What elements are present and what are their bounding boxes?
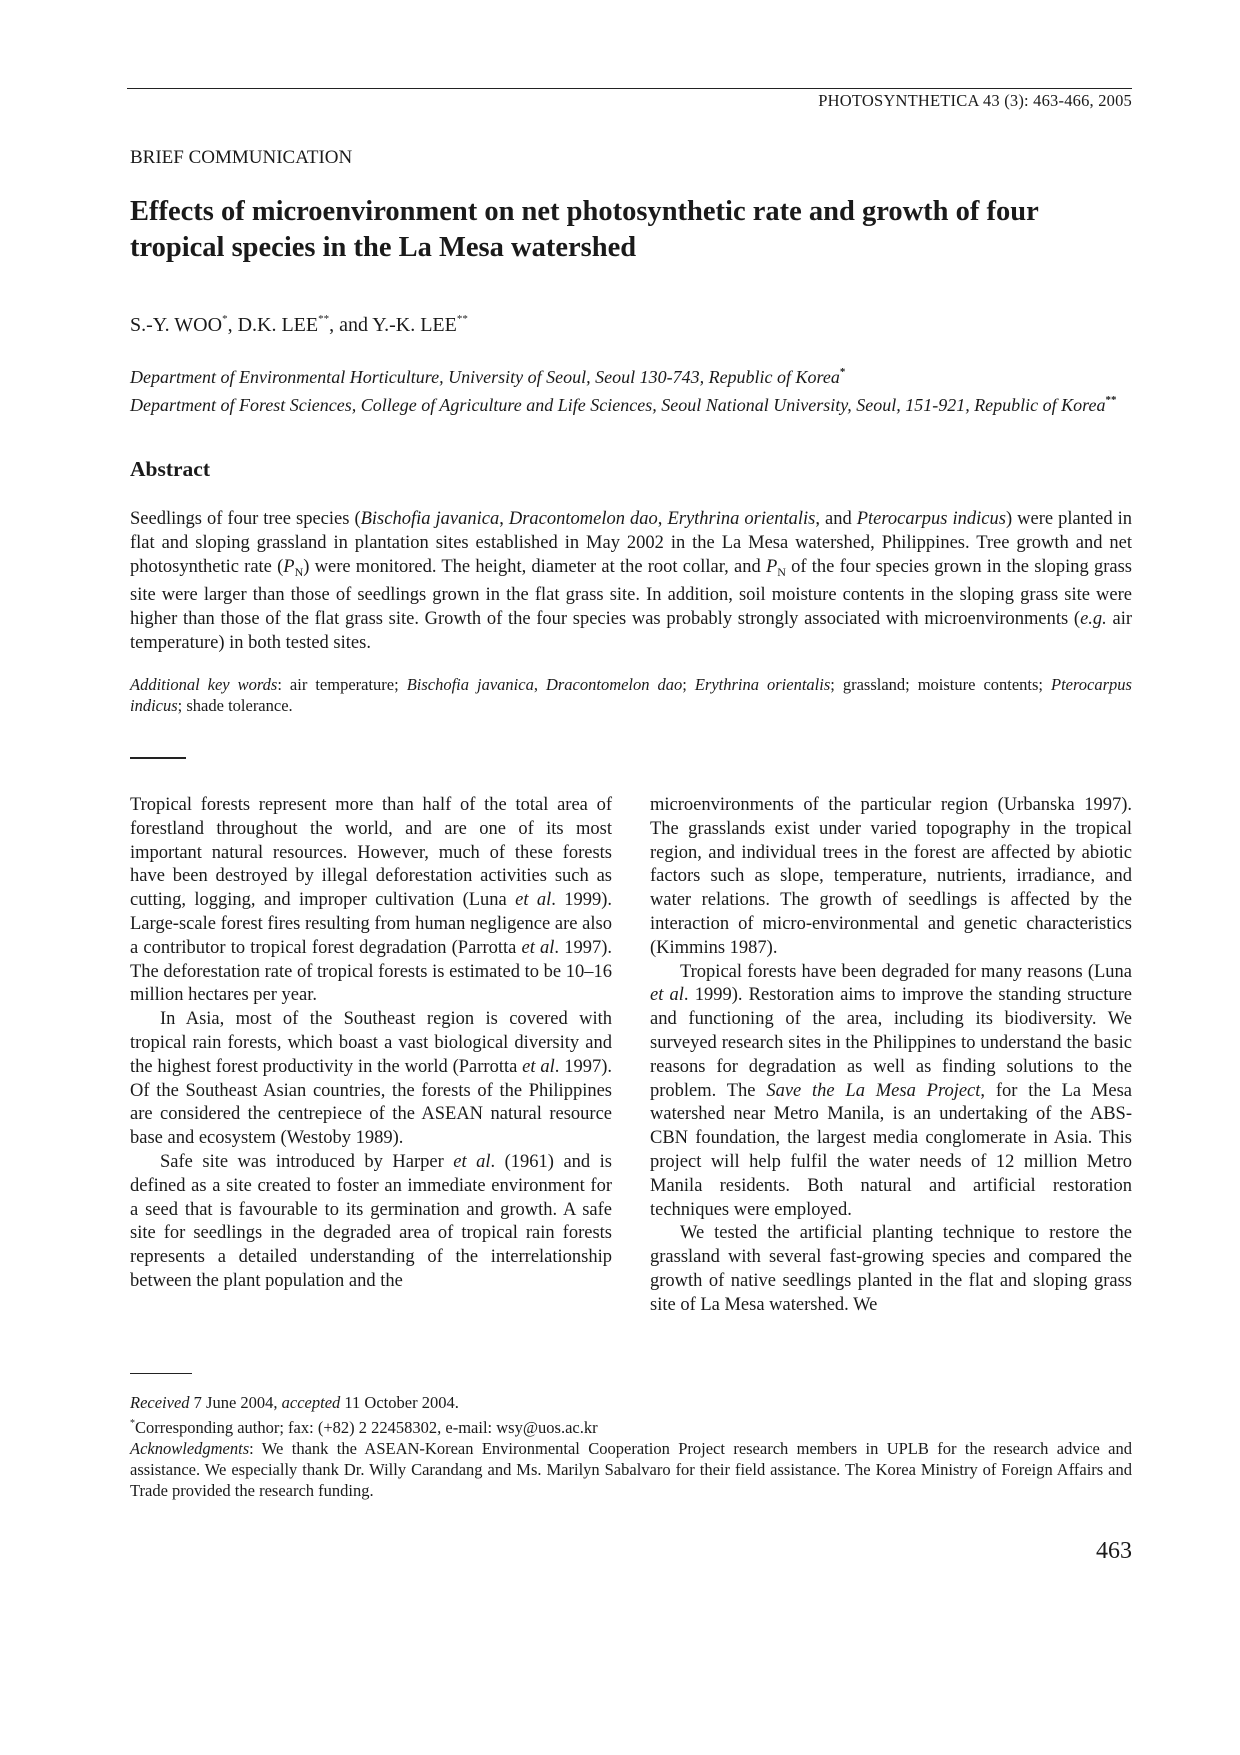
body-paragraph: Tropical forests represent more than half of the total area of forestland throughout the world, and are one of its most important natural resources. However, much of these forests have been destroyed by illegal deforestation activities such as cutting, logging, and improper cultivation (Luna et al. 1999). Large-scale forest fires resulting from human negligence are also a contributor to tropical forest degradation (Parrotta et al. 1997). The deforestation rate of tropical forests is estimated to be 10–16 million hectares per year. bbox=[130, 795, 613, 1006]
footnotes bbox=[130, 1392, 1132, 1501]
symbol-pn: P bbox=[283, 556, 295, 577]
species-name: Pterocarpus indicus bbox=[856, 509, 1006, 529]
body-paragraph: microenvironments of the particular region (Urbanska 1997). The grasslands exist under varied topography in the tropical region, and individual trees in the forest are affected by abiotic factors such as slope, temperature, nutrients, irradiance, and water relations. The growth of seedlings is affected by the interaction of micro-environmental and genetic characteristics (Kimmins 1987). bbox=[650, 795, 1132, 958]
species-name: Erythrina orientalis bbox=[667, 509, 816, 529]
abstract-heading: Abstract bbox=[130, 457, 211, 481]
footnote-rule bbox=[130, 1373, 192, 1374]
author-mark: * bbox=[222, 313, 228, 325]
author-name: D.K. LEE bbox=[237, 314, 319, 336]
body-paragraph: Tropical forests have been degraded for many reasons (Luna et al. 1999). Restoration aims to improve the standing structure and functioning of the area, including its biodiversity. We surveyed research sites in the Philippines to understand the basic reasons for degradation as well as finding solutions to the problem. The Save the La Mesa Project, for the La Mesa watershed near Metro Manila, is an undertaking of the ABS-CBN foundation, the largest media conglomerate in Asia. This project will help fulfil the water needs of 12 million Metro Manila residents. Both natural and artificial restoration techniques were employed. bbox=[650, 961, 1132, 1220]
journal-citation: PHOTOSYNTHETICA 43 (3): 463-466, 2005 bbox=[818, 91, 1132, 110]
author-mark: ** bbox=[456, 313, 468, 325]
affiliation-mark: ** bbox=[1105, 394, 1117, 406]
author-name: S.-Y. WOO bbox=[130, 314, 223, 336]
header-rule bbox=[127, 88, 1132, 89]
body-paragraph: Safe site was introduced by Harper et al. (1961) and is defined as a site created to foster an immediate environment for a seed that is favourable to its germination and growth. A safe site for seedlings in the degraded area of tropical rain forests represents a detailed understanding of the interrelationship between the plant population and the bbox=[130, 1151, 612, 1291]
section-tag: BRIEF COMMUNICATION bbox=[130, 147, 353, 168]
footnote-corresponding: *Corresponding author; fax: (+82) 2 22458302, e-mail: wsy@uos.ac.kr bbox=[130, 1418, 598, 1437]
affiliation-text: Department of Forest Sciences, College of Agriculture and Life Sciences, Seoul National University, Seoul, 151-921, Republic of Korea bbox=[130, 395, 1106, 415]
affiliation-1 bbox=[130, 361, 1130, 389]
affiliation-text: Department of Environmental Horticulture, University of Seoul, Seoul 130-743, Republic of Korea bbox=[130, 367, 840, 387]
paper-title: Effects of microenvironment on net photosynthetic rate and growth of four tropical species in the La Mesa watershed bbox=[130, 196, 1039, 263]
affiliations bbox=[130, 361, 1130, 417]
abstract-text: Seedlings of four tree species (Bischofia javanica, Dracontomelon dao, Erythrina orientalis, and Pterocarpus indicus) were planted in flat and sloping grassland in plantation sites established in May 2002 in the La Mesa watershed, Philippines. Tree growth and net photosynthetic rate $(P_N)$ were monitored. The height, diameter at the root collar, and $P_N$ of the four species grown in the sloping grass site were larger than those of seedlings grown in the flat grass site. In addition, soil moisture contents in the sloping grass site were higher than those of the flat grass site. Growth of the four species was probably strongly associated with microenvironments (e.g. air temperature) in both tested sites. bbox=[130, 509, 1132, 653]
key-words-label: Additional key words bbox=[130, 675, 278, 694]
section-divider bbox=[130, 757, 186, 759]
page-number: 463 bbox=[1096, 1538, 1132, 1564]
affiliation-2 bbox=[130, 389, 1130, 417]
key-words: Additional key words: air temperature; Bischofia javanica, Dracontomelon dao; Erythrina orientalis; grassland; moisture contents; Pterocarpus indicus; shade tolerance. bbox=[130, 675, 1132, 715]
species-name: Bischofia javanica bbox=[360, 509, 500, 529]
species-name: Dracontomelon dao bbox=[508, 509, 658, 529]
author-separator: , and bbox=[329, 314, 373, 336]
body-column-left bbox=[130, 794, 612, 1294]
author-separator: , bbox=[227, 314, 238, 336]
body-paragraph: In Asia, most of the Southeast region is covered with tropical rain forests, which boast a vast biological diversity and the highest forest productivity in the world (Parrotta et al. 1997). Of the Southeast Asian countries, the forests of the Philippines are considered the centrepiece of the ASEAN natural resource base and ecosystem (Westoby 1989). bbox=[130, 1009, 612, 1149]
footnote-acknowledgments: Acknowledgments: We thank the ASEAN-Korean Environmental Cooperation Project research members in UPLB for the research advice and assistance. We especially thank Dr. Willy Carandang and Ms. Marilyn Sabalvaro for their field assistance. The Korea Ministry of Foreign Affairs and Trade provided the research funding. bbox=[130, 1439, 1132, 1500]
author-mark: ** bbox=[318, 313, 330, 325]
symbol-pn: P bbox=[765, 556, 778, 577]
affiliation-mark: * bbox=[839, 366, 846, 378]
author-list bbox=[130, 313, 468, 337]
body-paragraph: We tested the artificial planting technique to restore the grassland with several fast-growing species and compared the growth of native seedlings planted in the flat and sloping grass site of La Mesa watershed. We bbox=[650, 1223, 1132, 1315]
footnote-received: Received 7 June 2004, accepted 11 October 2004. bbox=[130, 1393, 459, 1412]
author-name: Y.-K. LEE bbox=[372, 314, 457, 336]
body-column-right bbox=[650, 794, 1132, 1318]
